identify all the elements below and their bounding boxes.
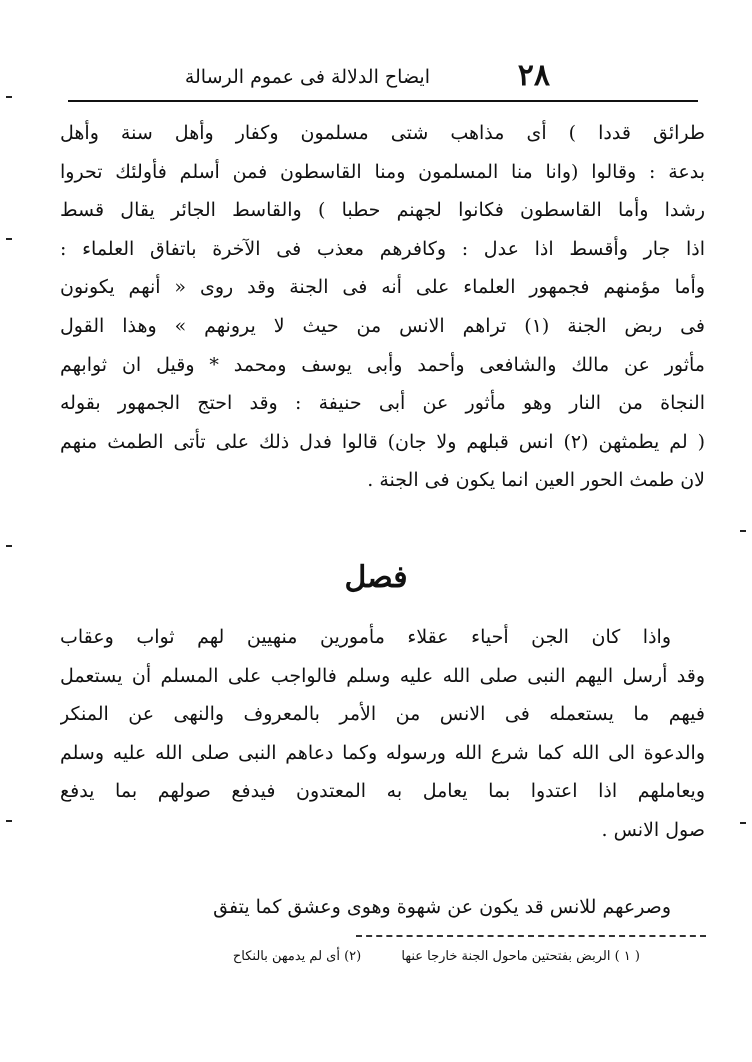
page-number: ٢٨ [517,58,550,93]
text-line: وأما مؤمنهم فجمهور العلماء على أنه فى الجنة وقد روى « أنهم يكونون [60,276,705,299]
scan-edge-mark [6,96,12,98]
scan-edge-mark [6,820,12,822]
scan-edge-mark [6,545,12,547]
header-divider [68,100,698,102]
text-line: والدعوة الى الله كما شرع الله ورسوله وكما دعاهم النبى صلى الله عليه وسلم [60,741,705,764]
text-line: ويعاملهم اذا اعتدوا بما يعامل به المعتدون فيدفع صولهم بما يدفع [60,780,705,803]
text-line: وقد أرسل اليهم النبى صلى الله عليه وسلم فالواجب على المسلم أن يستعمل [60,664,705,687]
text-line: لان طمث الحور العين انما يكون فى الجنة . [367,469,705,492]
section-heading: فصل [344,560,408,595]
text-line: النجاة من النار وهو مأثور عن أبى حنيفة : وقد احتج الجمهور بقوله [60,392,705,415]
text-line: فيهم ما يستعمله فى الانس من الأمر بالمعروف والنهى عن المنكر [60,703,705,726]
text-line: طرائق قددا ) أى مذاهب شتى مسلمون وكفار وأهل سنة وأهل [60,122,705,144]
text-line: بدعة : وقالوا (وانا منا المسلمون ومنا القاسطون فمن أسلم فأولئك تحروا [60,160,705,183]
footnote-1: ( ١ ) الربض بفتحتين ماحول الجنة خارجا عنها [401,949,640,964]
text-line: وصرعهم للانس قد يكون عن شهوة وهوى وعشق كما يتفق [213,896,671,918]
scan-edge-mark [740,822,746,824]
page-header [60,58,700,98]
text-line: رشدا وأما القاسطون فكانوا لجهنم حطبا ) والقاسط الجائر يقال قسط [60,199,705,222]
text-line: صول الانس . [601,818,705,841]
text-line: فى ربض الجنة (١) تراهم الانس من حيث لا يرونهم » وهذا القول [60,314,705,337]
footnote-2: (٢) أى لم يدمهن بالنكاح [232,949,362,964]
text-line: اذا جار وأقسط اذا عدل : وكافرهم معذب فى الآخرة باتفاق العلماء : [60,237,705,260]
scan-edge-mark [6,238,12,240]
text-line: مأثور عن مالك والشافعى وأحمد وأبى يوسف ومحمد * وقيل ان ثوابهم [60,353,705,376]
text-line: واذا كان الجن أحياء عقلاء مأمورين منهيين لهم ثواب وعقاب [60,626,671,648]
paragraph-1 [60,114,705,500]
text-line: ( لم يطمثهن (٢) انس قبلهم ولا جان) قالوا فدل ذلك على تأتى الطمث منهم [60,430,705,453]
footnotes [100,944,640,970]
scan-edge-mark [740,530,746,532]
paragraph-2 [60,618,705,850]
paragraph-3 [60,888,705,927]
running-title: ايضاح الدلالة فى عموم الرسالة [184,66,430,88]
footnote-divider [356,935,706,937]
